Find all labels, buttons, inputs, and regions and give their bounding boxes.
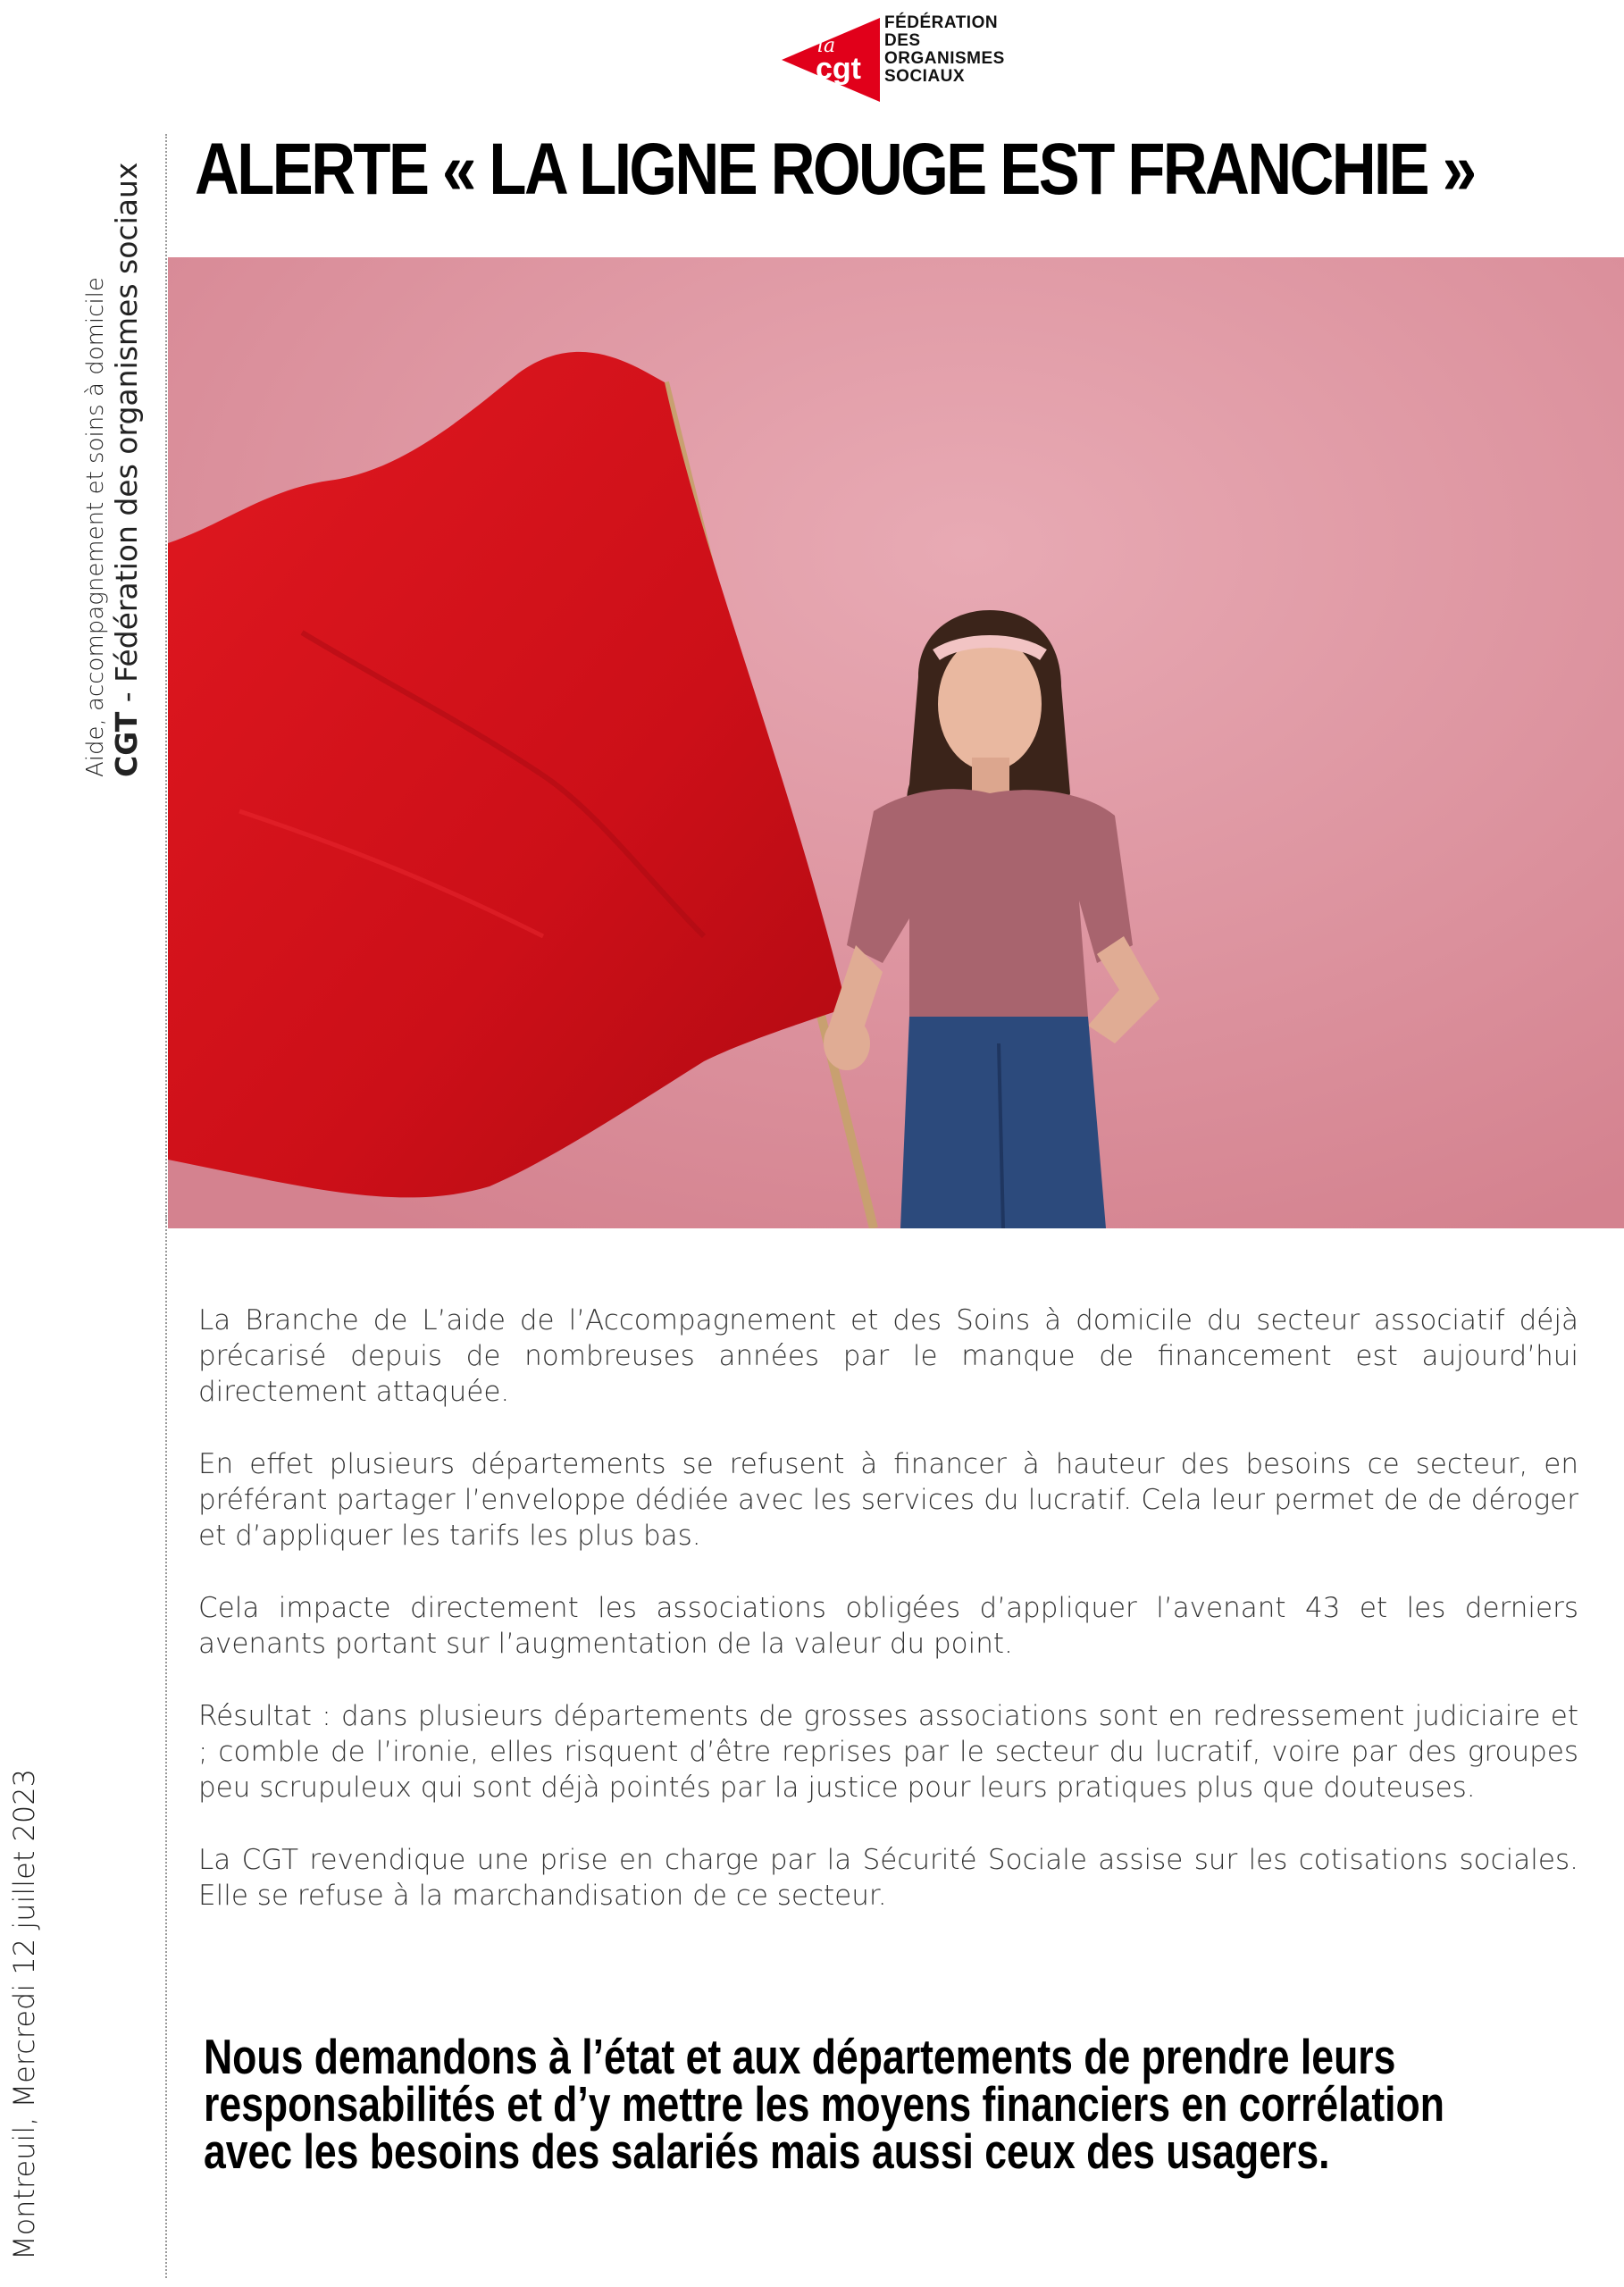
hero-photo [168,257,1624,1228]
demand-line: responsabilités et d’y mettre les moyens financiers en corrélation [204,2076,1444,2132]
logo-line: ORGANISMES [884,49,1005,68]
side-divider [165,134,167,1224]
article-body [198,1303,1578,1950]
paragraph: Résultat : dans plusieurs départements de grosses associations sont en redressement judiciaire et ; comble de l’ironie, elles risquent d’être reprises par le secteur du lucratif, voire par des groupes peu scrupuleux qui sont déjà pointés par la justice pour leurs pratiques plus que douteuses. [198,1700,1578,1804]
side-divider [165,1215,167,2278]
demand-line: avec les besoins des salariés mais aussi ceux des usagers. [204,2124,1330,2179]
logo-line: DES [884,31,921,50]
paragraph: En effet plusieurs départements se refusent à financer à hauteur des besoins ce secteur, en préférant partager l’enveloppe dédiée avec les services du lucratif. Cela leur permet de de déroger et d’appliquer les tarifs les plus bas. [198,1448,1578,1552]
face [938,637,1042,771]
side-org-rest: - Fédération des organismes sociaux [109,162,144,712]
logo-line: FÉDÉRATION [884,13,999,32]
side-organisation [109,134,144,777]
page-title: ALERTE « LA LIGNE ROUGE EST FRANCHIE » [195,129,1475,210]
badge-small-text: la [817,35,836,57]
paragraph: La CGT revendique une prise en charge par la Sécurité Sociale assise sur les cotisations sociales. Elle se refuse à la marchandisation de ce secteur. [198,1844,1578,1912]
badge-main-text: cgt [816,52,861,86]
logo-wordmark [884,14,1005,86]
logo-line: SOCIAUX [884,67,966,86]
paragraph: Cela impacte directement les associations obligées d’appliquer l’avenant 43 et les derniers avenants portant sur l’augmentation de la valeur du point. [198,1592,1578,1660]
side-date: Montreuil, Mercredi 12 juillet 2023 [7,1769,41,2260]
cgt-badge-icon [782,11,889,109]
demand-line: Nous demandons à l’état et aux départements de prendre leurs [204,2029,1396,2084]
paragraph: La Branche de L’aide de l’Accompagnement et des Soins à domicile du secteur associatif déjà précarisé depuis de nombreuses années par le manque de financement est aujourd’hui directement attaquée. [198,1304,1578,1408]
demand-statement [204,2029,1444,2179]
side-heading [82,134,163,777]
side-org-bold: CGT [109,711,144,777]
woman-with-red-flag-illustration [168,257,1624,1228]
side-subtitle: Aide, accompagnement et soins à domicile [82,277,109,777]
